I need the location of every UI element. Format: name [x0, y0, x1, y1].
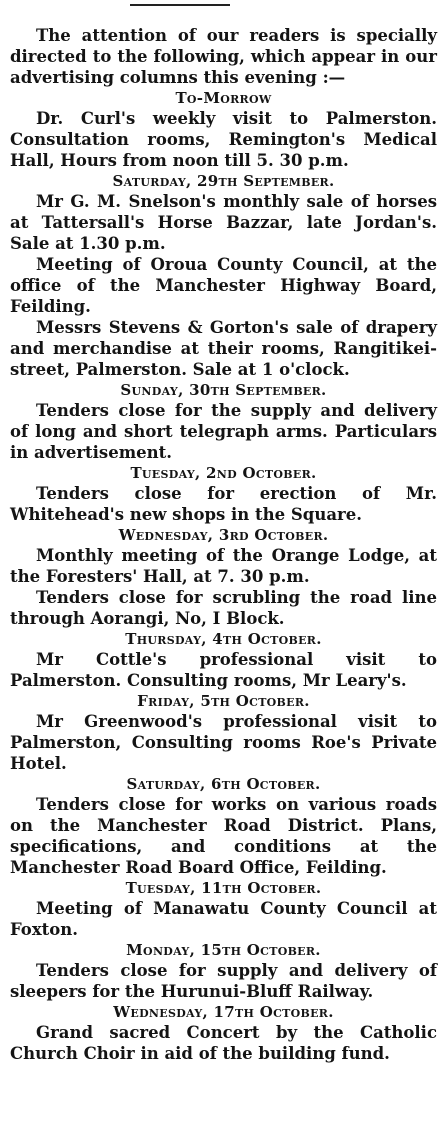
notice-oroua-council: Meeting of Oroua County Council, at the office of the Manchester Highway Board, Feilding. — [10, 255, 437, 316]
notice-dr-curl: Dr. Curl's weekly visit to Palmerston. Consultation rooms, Remington's Medical Hall, Hours from noon till 5. 30 p.m. — [10, 109, 437, 170]
section-heading-saturday-6: Saturday, 6th October. — [126, 775, 321, 793]
section-heading-tuesday-2: Tuesday, 2nd October. — [130, 464, 317, 482]
intro-paragraph: The attention of our readers is specially directed to the following, which appear in our advertising columns this evening :— — [10, 26, 437, 87]
notice-greenwood-visit: Mr Greenwood's professional visit to Palmerston, Consulting rooms Roe's Private Hotel. — [10, 712, 437, 773]
section-heading-friday-5: Friday, 5th October. — [137, 692, 310, 710]
section-heading-tomorrow: To-Morrow — [175, 89, 272, 107]
notice-catholic-concert: Grand sacred Concert by the Catholic Church Choir in aid of the building fund. — [10, 1023, 437, 1063]
section-heading-saturday-29: Saturday, 29th September. — [112, 172, 335, 190]
section-heading-monday-15: Monday, 15th October. — [126, 941, 321, 959]
section-heading-thursday-4: Thursday, 4th October. — [125, 630, 322, 648]
section-heading-tuesday-11: Tuesday, 11th October. — [125, 879, 322, 897]
notice-stevens-gorton-sale: Messrs Stevens & Gorton's sale of drapery and merchandise at their rooms, Rangitikei-street, Palmerston. Sale at 1 o'clock. — [10, 318, 437, 379]
top-divider-rule — [130, 4, 230, 6]
notice-whitehead-shops-tender: Tenders close for erection of Mr. Whitehead's new shops in the Square. — [10, 484, 437, 524]
notice-manawatu-council: Meeting of Manawatu County Council at Foxton. — [10, 899, 437, 939]
section-heading-wednesday-17: Wednesday, 17th October. — [113, 1003, 334, 1021]
notices-column — [10, 25, 437, 1064]
notice-cottle-visit: Mr Cottle's professional visit to Palmerston. Consulting rooms, Mr Leary's. — [10, 650, 437, 690]
section-heading-wednesday-3: Wednesday, 3rd October. — [118, 526, 329, 544]
notice-railway-sleepers-tender: Tenders close for supply and delivery of sleepers for the Hurunui-Bluff Railway. — [10, 961, 437, 1001]
notice-manchester-roads-tender: Tenders close for works on various roads on the Manchester Road District. Plans, specifications, and conditions at the Manchester Road Board Office, Feilding. — [10, 795, 437, 877]
notice-telegraph-arms-tender: Tenders close for the supply and delivery of long and short telegraph arms. Particulars in advertisement. — [10, 401, 437, 462]
notice-aorangi-road-tender: Tenders close for scrubling the road line through Aorangi, No, I Block. — [10, 588, 437, 628]
notice-orange-lodge: Monthly meeting of the Orange Lodge, at the Foresters' Hall, at 7. 30 p.m. — [10, 546, 437, 586]
section-heading-sunday-30: Sunday, 30th September. — [120, 381, 327, 399]
notice-snelson-horse-sale: Mr G. M. Snelson's monthly sale of horses at Tattersall's Horse Bazzar, late Jordan's. Sale at 1.30 p.m. — [10, 192, 437, 253]
